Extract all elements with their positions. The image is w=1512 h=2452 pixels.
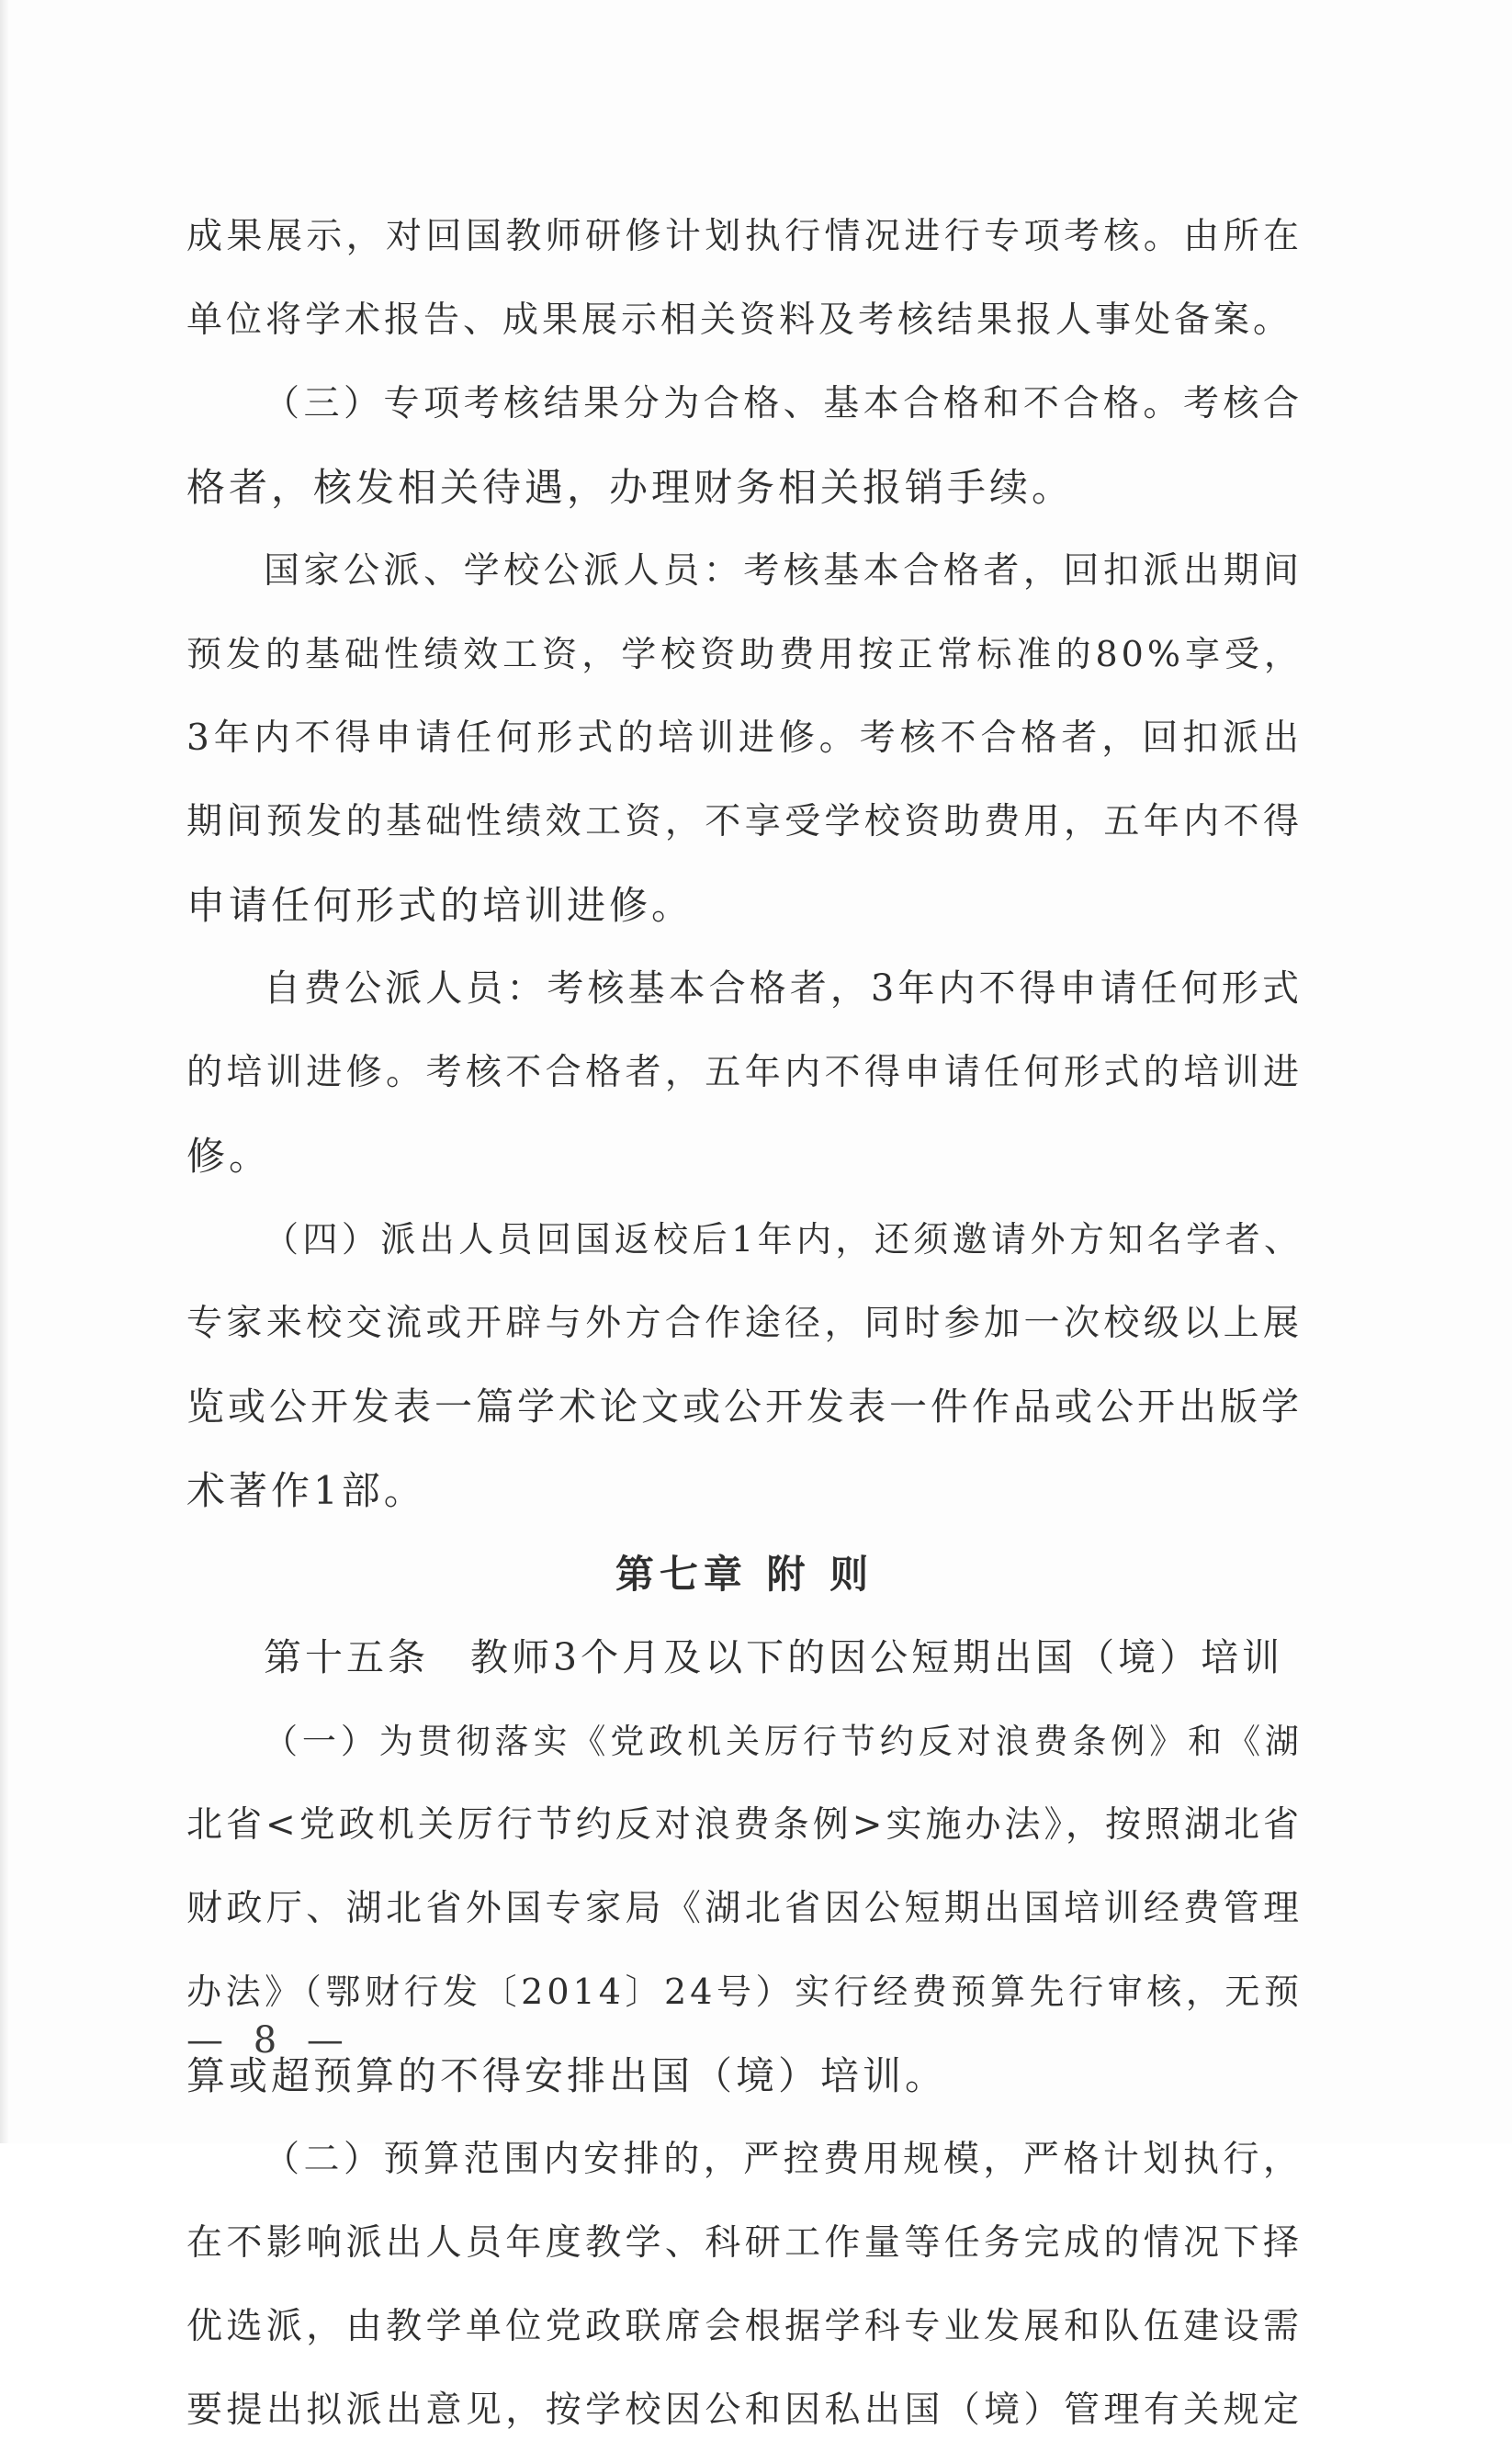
body-line: 格者，核发相关待遇，办理财务相关报销手续。 <box>186 465 1075 510</box>
page-number: — 8 — <box>186 2019 353 2062</box>
scan-edge-shadow <box>0 0 9 2143</box>
body-line: 期间预发的基础性绩效工资，不享受学校资助费用，五年内不得 <box>186 801 1303 842</box>
chapter-heading: 第七章 附 则 <box>615 1552 874 1597</box>
body-line: 修。 <box>186 1134 272 1179</box>
body-line: （三）专项考核结果分为合格、基本合格和不合格。考核合 <box>264 383 1303 424</box>
body-line: 览或公开发表一篇学术论文或公开发表一件作品或公开出版学 <box>186 1384 1303 1429</box>
body-line: 在不影响派出人员年度教学、科研工作量等任务完成的情况下择 <box>186 2222 1303 2264</box>
body-line: 优选派，由教学单位党政联席会根据学科专业发展和队伍建设需 <box>186 2306 1303 2347</box>
body-line: 北省<党政机关厉行节约反对浪费条例>实施办法》，按照湖北省 <box>186 1804 1303 1846</box>
body-line: 成果展示，对回国教师研修计划执行情况进行专项考核。由所在 <box>186 216 1303 257</box>
body-line: 财政厅、湖北省外国专家局《湖北省因公短期出国培训经费管理 <box>186 1888 1303 1929</box>
body-line: 3年内不得申请任何形式的培训进修。考核不合格者，回扣派出 <box>186 718 1303 759</box>
body-line: 办法》（鄂财行发〔2014〕24号）实行经费预算先行审核，无预 <box>186 1972 1303 2012</box>
document-body <box>186 195 1303 2452</box>
body-line: （四）派出人员回国返校后1年内，还须邀请外方知名学者、 <box>264 1219 1303 1260</box>
body-line: 国家公派、学校公派人员：考核基本合格者，回扣派出期间 <box>264 550 1303 592</box>
body-line: 申请任何形式的培训进修。 <box>186 883 694 928</box>
body-line: 术著作1部。 <box>186 1468 426 1513</box>
body-line: 预发的基础性绩效工资，学校资助费用按正常标准的80%享受， <box>186 634 1303 674</box>
article-heading: 第十五条 教师3个月及以下的因公短期出国（境）培训 <box>264 1635 1284 1679</box>
body-line: （二）预算范围内安排的，严控费用规模，严格计划执行， <box>264 2139 1303 2180</box>
body-line: 算或超预算的不得安排出国（境）培训。 <box>186 2053 948 2098</box>
body-line: 专家来校交流或开辟与外方合作途径，同时参加一次校级以上展 <box>186 1303 1303 1344</box>
body-line: （一）为贯彻落实《党政机关厉行节约反对浪费条例》和《湖 <box>264 1722 1303 1761</box>
body-line: 的培训进修。考核不合格者，五年内不得申请任何形式的培训进 <box>186 1052 1303 1093</box>
body-line: 自费公派人员：考核基本合格者，3年内不得申请任何形式 <box>264 967 1303 1010</box>
body-line: 要提出拟派出意见，按学校因公和因私出国（境）管理有关规定 <box>186 2390 1303 2431</box>
body-line: 单位将学术报告、成果展示相关资料及考核结果报人事处备案。 <box>186 299 1293 341</box>
